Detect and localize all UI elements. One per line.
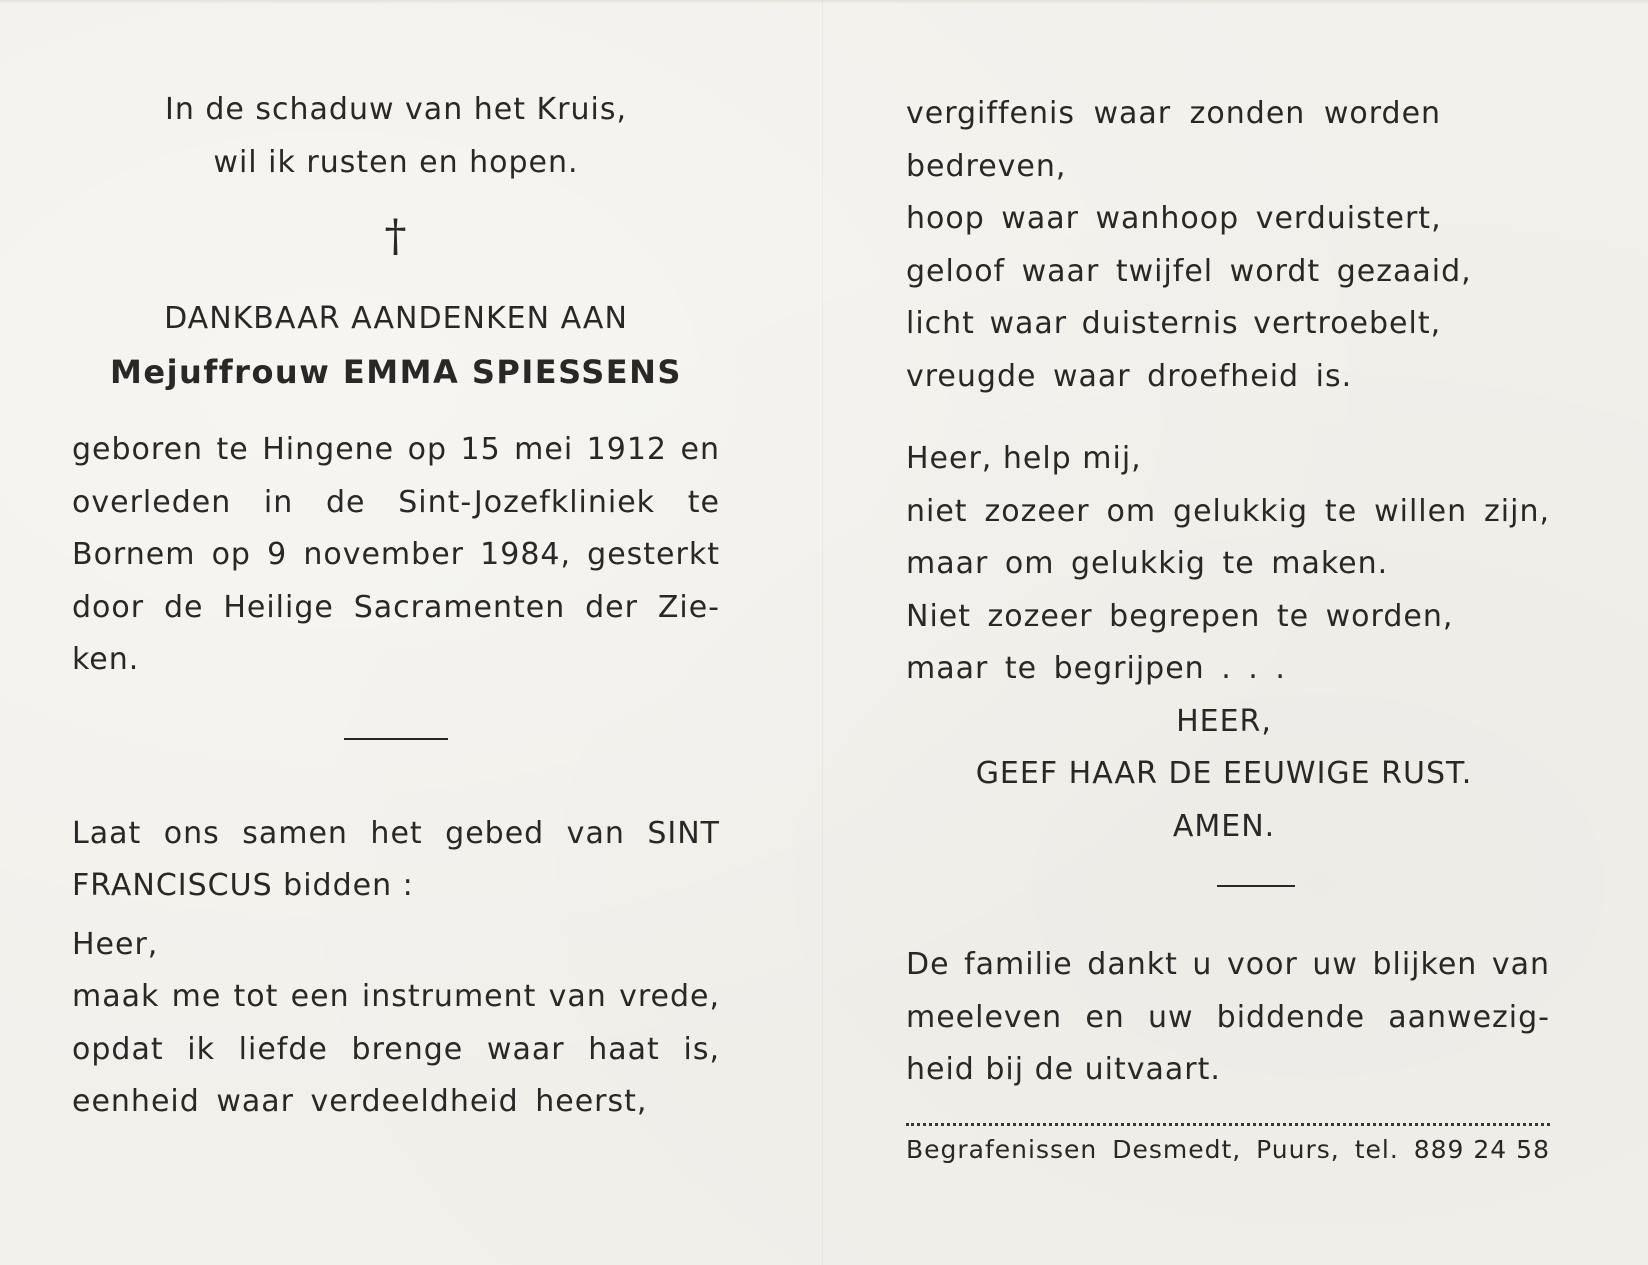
biography bbox=[72, 424, 720, 687]
prayer-line: hoop waar wanhoop verduistert, bbox=[906, 201, 1442, 236]
prayer-line: bedreven, bbox=[906, 148, 1067, 184]
card-fold bbox=[822, 0, 823, 1265]
closing-line: GEEF HAAR DE EEUWIGE RUST. bbox=[975, 756, 1473, 791]
bio-line: geboren te Hingene op 15 mei 1912 en bbox=[72, 432, 720, 467]
prayer-intro bbox=[72, 808, 720, 913]
left-page bbox=[72, 0, 720, 1129]
prayer-line: niet zozeer om gelukkig te willen zijn, bbox=[906, 493, 1550, 529]
prayer-line: maak me tot een instrument van vrede, bbox=[72, 979, 720, 1014]
thanks-line: meeleven en uw biddende aanwezig- bbox=[906, 999, 1550, 1035]
prayer-line: vergiffenis waar zonden worden bbox=[906, 96, 1442, 131]
prayer-line: maar om gelukkig te maken. bbox=[906, 546, 1389, 581]
prayer-intro-line: Laat ons samen het gebed van SINT bbox=[72, 815, 720, 851]
prayer-francis-part2 bbox=[906, 88, 1472, 403]
separator-rule bbox=[1217, 885, 1295, 887]
bio-line: door de Heilige Sacramenten der Zie- bbox=[72, 589, 720, 625]
prayer-line: Heer, help mij, bbox=[906, 441, 1142, 476]
closing-invocation bbox=[934, 696, 1514, 854]
prayer-line: Niet zozeer begrepen te worden, bbox=[906, 598, 1454, 634]
prayer-line: eenheid waar verdeeldheid heerst, bbox=[72, 1084, 648, 1119]
prayer-line: opdat ik liefde brenge waar haat is, bbox=[72, 1031, 720, 1067]
thanks-message bbox=[906, 939, 1550, 1097]
thanks-line: De familie dankt u voor uw blijken van bbox=[906, 947, 1550, 982]
bio-line: Bornem op 9 november 1984, gesterkt bbox=[72, 537, 720, 572]
prayer-line: vreugde waar droefheid is. bbox=[906, 358, 1353, 394]
prayer-line: geloof waar twijfel wordt gezaaid, bbox=[906, 253, 1472, 289]
undertaker-credit bbox=[906, 1130, 1550, 1170]
prayer-francis-part3 bbox=[906, 433, 1550, 696]
bio-line: overleden in de Sint-Jozefkliniek te bbox=[72, 484, 720, 520]
prayer-line: licht waar duisternis vertroebelt, bbox=[906, 306, 1442, 341]
undertaker-town: Puurs, bbox=[1256, 1134, 1340, 1164]
closing-line: HEER, bbox=[1176, 703, 1272, 739]
prayer-line: Heer, bbox=[72, 926, 159, 962]
opening-line-1: In de schaduw van het Kruis, bbox=[164, 92, 628, 127]
undertaker-name: Begrafenissen bbox=[906, 1134, 1098, 1164]
opening-line-2: wil ik rusten en hopen. bbox=[213, 144, 579, 180]
undertaker-tel-label: tel. bbox=[1354, 1134, 1399, 1164]
memorial-heading: DANKBAAR AANDENKEN AAN bbox=[164, 301, 628, 336]
undertaker-owner: Desmedt, bbox=[1112, 1134, 1242, 1164]
opening-verse bbox=[72, 84, 720, 189]
prayer-line: maar te begrijpen . . . bbox=[906, 651, 1286, 686]
prayer-intro-line: FRANCISCUS bidden : bbox=[72, 868, 414, 903]
deceased-name: Mejuffrouw EMMA SPIESSENS bbox=[110, 352, 682, 391]
bio-line: ken. bbox=[72, 642, 140, 677]
undertaker-phone: 889 24 58 bbox=[1413, 1134, 1550, 1164]
prayer-francis-part1 bbox=[72, 919, 720, 1129]
closing-line: AMEN. bbox=[1172, 808, 1276, 844]
cross-icon: † bbox=[384, 211, 408, 262]
thanks-line: heid bij de uitvaart. bbox=[906, 1052, 1221, 1087]
right-page bbox=[906, 0, 1550, 1170]
